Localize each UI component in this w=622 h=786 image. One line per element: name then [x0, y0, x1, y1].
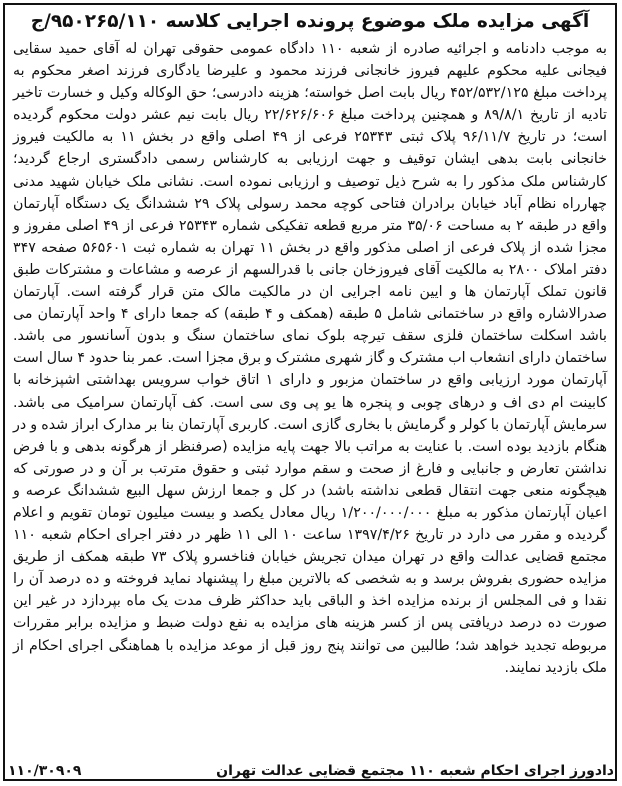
notice-border: [3, 3, 617, 781]
signature-line: دادورز اجرای احکام شعبه ۱۱۰ مجتمع قضایی عدالت تهران: [216, 763, 614, 779]
notice-body: به موجب دادنامه و اجرائیه صادره از شعبه ۱۱۰ دادگاه عمومی حقوقی تهران له آقای حمید سقایی فیجانی علیه محکوم علیهم فیروز خانجانی فرزند محمود و علیرضا یادگاری فرزند اصغر محکوم به پرداخت مبلغ ۴۵۲/۵۳۲/۱۲۵ ریال بابت اصل خواسته؛ هزینه دادرسی؛ حق الوکاله وکیل و خسارت تاخیر تادیه از تاریخ ۸۹/۸/۱ و همچنین پرداخت مبلغ ۲۲/۶۲۶/۶۰۶ ریال بابت نیم عشر دولت محکوم گردیده است؛ در تاریخ ۹۶/۱۱/۷ پلاک ثبتی ۲۵۳۴۳ فرعی از ۴۹ اصلی واقع در بخش ۱۱ به مالکیت فیروز خانجانی بابت بدهی ایشان توقیف و جهت ارزیابی به کارشناس رسمی دادگستری ارجاع گردید؛ کارشناس ملک مذکور را به شرح ذیل توصیف و ارزیابی نموده است. نشانی ملک خیابان شهید مدنی چهارراه نظام آباد خیابان برادران فتاحی کوچه محمد رسولی پلاک ۲۹ ششدانگ یک دستگاه آپارتمان واقع در طبقه ۲ به مساحت ۳۵/۰۶ متر مربع قطعه تفکیکی شماره ۲۵۳۴۳ فرعی از ۴۹ اصلی مفروز و مجزا شده از پلاک فرعی از اصلی مذکور واقع در بخش ۱۱ تهران به شماره ثبت ۵۶۵۶۰۱ صفحه ۳۴۷ دفتر املاک ۲۸۰۰ به مالکیت آقای فیروزخان جانی با قدرالسهم از عرصه و مشاعات و مشترکات طبق قانون تملک آپارتمان ها و ایین نامه اجرایی ان در مالکیت مالک متن قرار گرفته است. آپارتمان صدرالاشاره واقع در ساختمانی شامل ۵ طبقه (همکف و ۴ طبقه) که جمعا دارای ۴ واحد آپارتمان می باشد اسکلت ساختمان فلزی سقف تیرچه بلوک نمای ساختمان سنگ و بدون آسانسور می باشد. ساختمان دارای انشعاب اب مشترک و گاز شهری مشترک و برق مجزا است. عمر بنا حدود ۴ سال است آپارتمان مورد ارزیابی واقع در ساختمان مزبور و دارای ۱ اتاق خواب سرویس بهداشتی اشپزخانه با کابینت ام دی اف و درهای چوبی و پنجره ها یو پی وی سی است. کف آپارتمان سرامیک می باشد. سرمایش آپارتمان با کولر و گرمایش با بخاری گازی است. کاربری آپارتمان بنا بر مدارک ابراز شده و در هنگام بازدید بوده است. با عنایت به مراتب بالا جهت پایه مزایده (صرفنظر از هرگونه بدهی و با فرض نداشتن تعارض و جانبایی و فارغ از صحت و سقم موارد ثبتی و حقوق مترتب بر آن و در صورتی که هیچگونه منعی جهت انتقال قطعی نداشته باشد) در کل و جمعا ارزش سهل البیع ششدانگ عرصه و اعیان آپارتمان مذکور به مبلغ ۱/۲۰۰/۰۰۰/۰۰۰ ریال معادل یکصد و بیست میلیون تومان تقویم و اعلام گردیده و مقرر می دارد در تاریخ ۱۳۹۷/۴/۲۶ ساعت ۱۰ الی ۱۱ ظهر در دفتر اجرای احکام شعبه ۱۱۰ مجتمع قضایی عدالت واقع در تهران میدان تجریش خیابان فناخسرو پلاک ۷۳ طبقه همکف از طریق مزایده حضوری بفروش برسد و به شخصی که بالاترین مبلغ را پیشنهاد نماید فروخته و ده درصد آن را نقدا و فی المجلس از برنده مزایده اخذ و الباقی باید حداکثر ظرف مدت یک ماه بپردازد در غیر این صورت ده درصد دریافتی پس از کسر هزینه های مزایده به نفع دولت ضبط و مزایده برابر مقررات مربوطه تجدید خواهد شد؛ طالبین می توانند پنج روز قبل از موعد مزایده با هماهنگی اجرای احکام از ملک بازدید نمایند.: [13, 41, 608, 676]
reference-code: ۱۱۰/۳۰۹۰۹: [8, 763, 82, 779]
notice-title: آگهی مزایده ملک موضوع پرونده اجرایی کلاسه ۹۵۰۲۶۵/۱۱۰/ج: [30, 11, 590, 32]
notice-footer: [8, 760, 614, 782]
